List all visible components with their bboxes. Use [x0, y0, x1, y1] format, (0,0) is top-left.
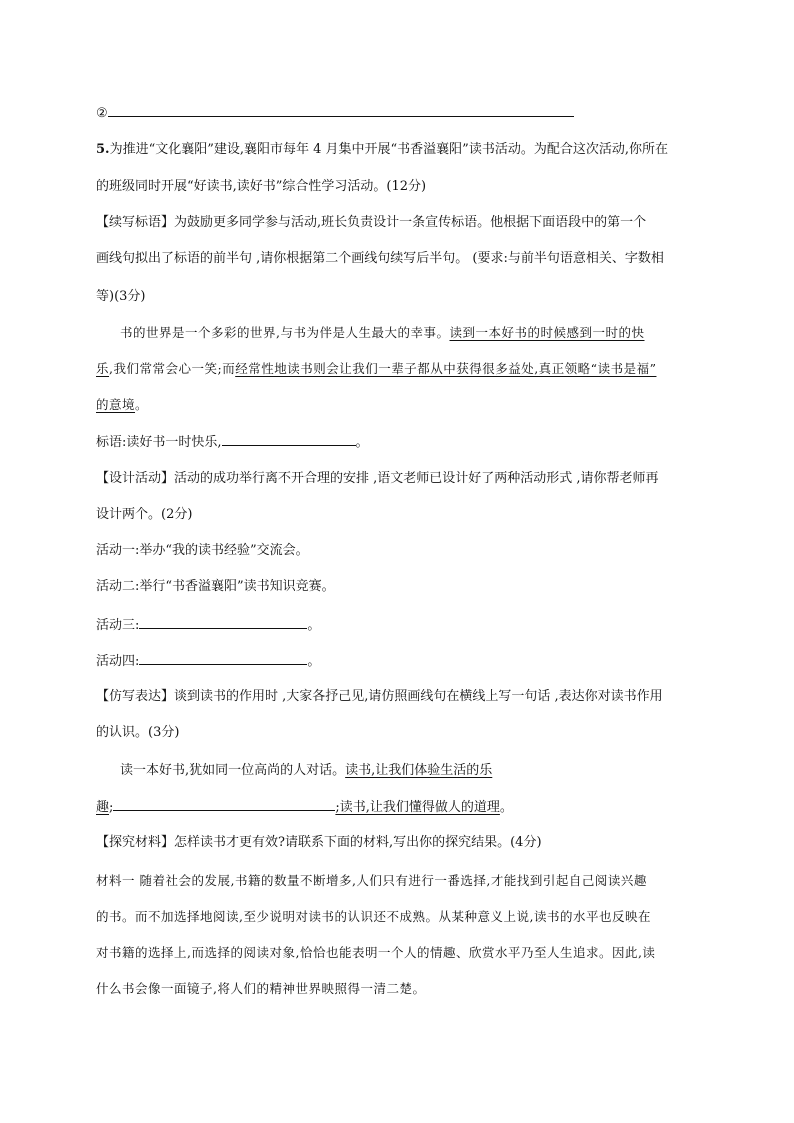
imitation-sentence-line-2: 趣; ;读书,让我们懂得做人的道理。 [96, 800, 513, 815]
part2-instruction-line-2: 设计两个。(2分) [96, 507, 193, 522]
activity-1: 活动一:举办“我的读书经验”交流会。 [96, 543, 309, 558]
part3-instruction-line-1: 【仿写表达】谈到读书的作用时 ,大家各抒己见,请仿照画线句在横线上写一句话 ,表达你对读书作用 [96, 689, 663, 704]
material-1-line-3: 对书籍的选择上,而选择的阅读对象,恰恰也能表明一个人的情趣、欣赏水平乃至人生追求。因此,读 [96, 945, 656, 960]
part2-instruction-line-1: 【设计活动】活动的成功举行离不开合理的安排 ,语文老师已设计好了两种活动形式 ,请你帮老师再 [96, 471, 659, 486]
activity-2: 活动二:举行“书香溢襄阳”读书知识竞赛。 [96, 579, 335, 594]
part1-instruction-line-1: 【续写标语】为鼓励更多同学参与活动,班长负责设计一条宣传标语。他根据下面语段中的第一个 [96, 215, 647, 230]
part1-instruction-line-3: 等)(3分) [96, 289, 146, 304]
part3-instruction-line-2: 的认识。(3分) [96, 725, 180, 740]
underlined-model-sentence: 读书,让我们体验生活的乐 [345, 763, 493, 778]
answer-line-2 [96, 104, 574, 123]
question-5-intro-line-1: 5.为推进“文化襄阳”建设,襄阳市每年 4 月集中开展“书香溢襄阳”读书活动。为配合这次活动,你所在 [96, 142, 668, 157]
material-1-line-4: 什么书会像一面镜子,将人们的精神世界映照得一清二楚。 [96, 981, 426, 996]
activity-4-line: 活动四: 。 [96, 654, 321, 669]
part1-instruction-line-2: 画线句拟出了标语的前半句 ,请你根据第二个画线句续写后半句。 (要求:与前半句语意相关、字数相 [96, 251, 664, 266]
activity-4-blank[interactable] [139, 652, 307, 665]
answer-blank[interactable] [108, 104, 574, 117]
slogan-blank[interactable] [222, 433, 356, 446]
underlined-sentence-1: 读到一本好书的时候感到一时的快 [449, 325, 645, 340]
underlined-sentence-2: 经常性地读书则会让我们一辈子都从中获得很多益处,真正领略“读书是福” [235, 361, 657, 376]
passage-line-1: 书的世界是一个多彩的世界,与书为伴是人生最大的幸事。读到一本好书的时候感到一时的快 [120, 325, 645, 340]
passage-line-2: 乐,我们常常会心一笑;而经常性地读书则会让我们一辈子都从中获得很多益处,真正领略“读书是福” [96, 361, 657, 376]
imitation-sentence-line-1: 读一本好书,犹如同一位高尚的人对话。读书,让我们体验生活的乐 [120, 763, 493, 778]
material-1-line-2: 的书。而不加选择地阅读,至少说明对读书的认识还不成熟。从某种意义上说,读书的水平也反映在 [96, 909, 651, 924]
question-number: 5. [96, 142, 110, 157]
passage-line-3: 的意境。 [96, 397, 149, 412]
material-1-line-1: 材料一 随着社会的发展,书籍的数量不断增多,人们只有进行一番选择,才能找到引起自己阅读兴趣 [96, 873, 647, 888]
activity-3-blank[interactable] [139, 616, 307, 629]
part4-instruction-line-1: 【探究材料】怎样读书才更有效?请联系下面的材料,写出你的探究结果。(4分) [96, 835, 542, 850]
question-5-intro-line-2: 的班级同时开展“好读书,读好书”综合性学习活动。(12分) [96, 179, 427, 194]
imitation-blank[interactable] [113, 798, 335, 811]
slogan-label: 标语:读好书一时快乐, [96, 435, 222, 450]
slogan-line: 标语:读好书一时快乐, 。 [96, 435, 369, 450]
circled-number-mark: ② [96, 106, 108, 121]
activity-3-line: 活动三: 。 [96, 618, 321, 633]
